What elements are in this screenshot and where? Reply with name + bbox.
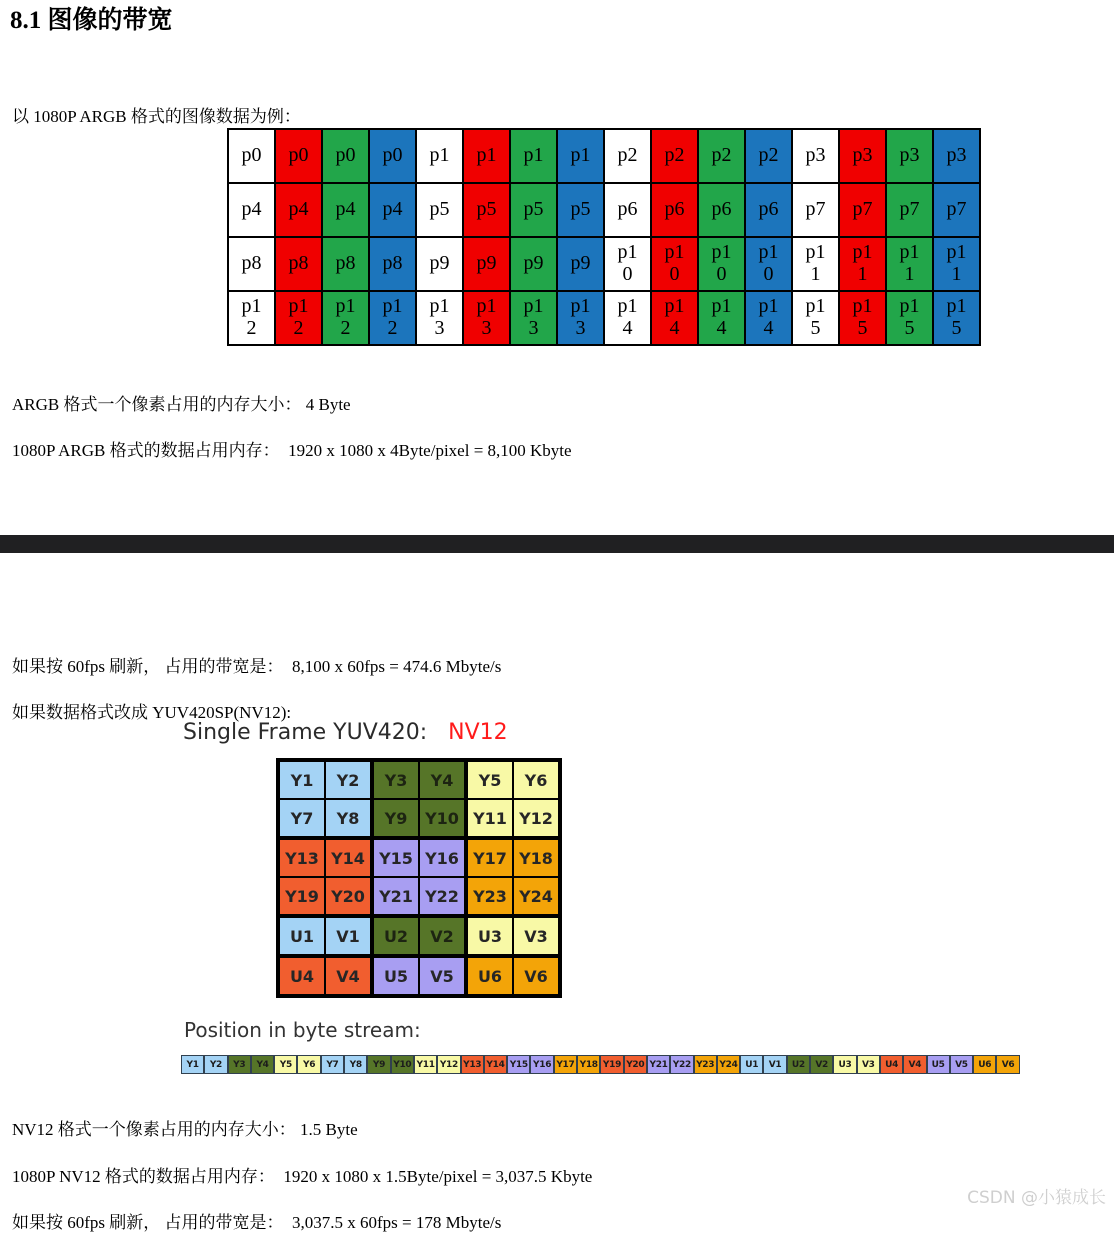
argb-pixel-cell: p3 [886, 129, 933, 183]
byte-stream-cell: Y19 [600, 1055, 623, 1074]
argb-pixel-cell: p7 [886, 183, 933, 237]
argb-pixel-cell: p2 [698, 129, 745, 183]
paragraph-nv12-bandwidth: 如果按 60fps 刷新， 占用的带宽是： 3,037.5 x 60fps = 178 Mbyte/s [12, 1213, 502, 1232]
yuv420-frame-grid [276, 758, 562, 998]
yuv-grid-cell: Y1 [278, 760, 325, 799]
argb-pixel-cell: p1 [557, 129, 604, 183]
yuv-grid-cell: Y18 [513, 838, 560, 877]
argb-pixel-cell: p1 2 [275, 291, 322, 345]
yuv-grid-cell: U1 [278, 916, 325, 956]
argb-pixel-cell: p0 [228, 129, 275, 183]
argb-pixel-cell: p1 2 [322, 291, 369, 345]
yuv-grid-cell: Y7 [278, 799, 325, 838]
yuv-grid-cell: Y12 [513, 799, 560, 838]
byte-stream-cell: V2 [810, 1055, 833, 1074]
paragraph-argb-bandwidth: 如果按 60fps 刷新， 占用的带宽是： 8,100 x 60fps = 474.6 Mbyte/s [12, 657, 502, 676]
yuv-grid-cell: Y3 [372, 760, 419, 799]
yuv-grid-cell: Y15 [372, 838, 419, 877]
argb-pixel-cell: p1 4 [698, 291, 745, 345]
byte-stream-cell: Y24 [717, 1055, 740, 1074]
yuv-grid-cell: Y22 [419, 877, 466, 916]
yuv-grid-row [278, 799, 560, 838]
argb-pixel-cell: p1 3 [510, 291, 557, 345]
byte-stream-cell: U6 [973, 1055, 996, 1074]
yuv-grid-cell: V1 [325, 916, 372, 956]
argb-pixel-cell: p1 4 [745, 291, 792, 345]
argb-pixel-cell: p6 [604, 183, 651, 237]
argb-pixel-cell: p7 [933, 183, 980, 237]
argb-pixel-cell: p8 [369, 237, 416, 291]
csdn-watermark: CSDN @小猿成长 [967, 1188, 1106, 1208]
yuv-grid-cell: V5 [419, 956, 466, 996]
argb-pixel-cell: p4 [369, 183, 416, 237]
argb-pixel-cell: p5 [510, 183, 557, 237]
yuv-grid-cell: U6 [466, 956, 513, 996]
argb-pixel-cell: p2 [745, 129, 792, 183]
yuv-grid-cell: Y14 [325, 838, 372, 877]
yuv-grid-cell: V4 [325, 956, 372, 996]
yuv-grid-cell: Y16 [419, 838, 466, 877]
argb-pixel-cell: p1 1 [839, 237, 886, 291]
yuv-grid-cell: Y5 [466, 760, 513, 799]
yuv-grid-cell: V3 [513, 916, 560, 956]
yuv-grid-cell: U5 [372, 956, 419, 996]
argb-pixel-cell: p6 [651, 183, 698, 237]
byte-stream-cell: U5 [927, 1055, 950, 1074]
byte-stream-cell: V4 [903, 1055, 926, 1074]
argb-pixel-cell: p1 0 [651, 237, 698, 291]
yuv-title-nv12-accent: NV12 [448, 720, 508, 745]
argb-pixel-cell: p4 [322, 183, 369, 237]
byte-stream-cell: Y13 [461, 1055, 484, 1074]
byte-stream-cell: Y3 [228, 1055, 251, 1074]
yuv-grid-cell: Y23 [466, 877, 513, 916]
yuv-grid-cell: Y20 [325, 877, 372, 916]
argb-pixel-cell: p5 [463, 183, 510, 237]
byte-stream-cell: Y1 [181, 1055, 204, 1074]
argb-pixel-cell: p5 [416, 183, 463, 237]
byte-stream-cell: Y10 [391, 1055, 414, 1074]
yuv-grid-row [278, 956, 560, 996]
byte-stream-cell: Y20 [624, 1055, 647, 1074]
byte-stream-cell: Y9 [367, 1055, 390, 1074]
byte-stream-cell: U3 [833, 1055, 856, 1074]
black-divider-bar [0, 535, 1114, 553]
byte-stream-cell: Y17 [554, 1055, 577, 1074]
yuv-grid-cell: Y2 [325, 760, 372, 799]
argb-pixel-cell: p1 5 [839, 291, 886, 345]
argb-pixel-cell: p0 [322, 129, 369, 183]
argb-pixel-cell: p2 [604, 129, 651, 183]
yuv-grid-cell: Y8 [325, 799, 372, 838]
argb-pixel-cell: p5 [557, 183, 604, 237]
argb-pixel-cell: p1 5 [886, 291, 933, 345]
argb-pixel-cell: p7 [792, 183, 839, 237]
byte-stream-cell: U1 [740, 1055, 763, 1074]
yuv-grid-row [278, 916, 560, 956]
yuv-grid-cell: Y24 [513, 877, 560, 916]
paragraph-argb-pixel-size: ARGB 格式一个像素占用的内存大小： 4 Byte [12, 395, 351, 414]
byte-stream-cell: Y21 [647, 1055, 670, 1074]
yuv-grid-cell: Y10 [419, 799, 466, 838]
argb-pixel-cell: p3 [792, 129, 839, 183]
yuv-grid-cell: U2 [372, 916, 419, 956]
yuv-grid-cell: Y6 [513, 760, 560, 799]
argb-pixel-cell: p9 [416, 237, 463, 291]
byte-stream-cell: Y2 [204, 1055, 227, 1074]
byte-stream-cell: V6 [996, 1055, 1019, 1074]
byte-stream-cell: Y11 [414, 1055, 437, 1074]
byte-stream-cell: V1 [763, 1055, 786, 1074]
yuv-grid-row [278, 760, 560, 799]
argb-pixel-cell: p9 [557, 237, 604, 291]
yuv-grid-cell: U3 [466, 916, 513, 956]
argb-pixel-cell: p1 0 [745, 237, 792, 291]
yuv-grid-cell: U4 [278, 956, 325, 996]
yuv-grid-cell: Y17 [466, 838, 513, 877]
argb-pixel-cell: p4 [228, 183, 275, 237]
argb-pixel-cell: p1 2 [228, 291, 275, 345]
argb-pixel-cell: p1 2 [369, 291, 416, 345]
argb-pixel-cell: p1 [416, 129, 463, 183]
argb-pixel-cell: p1 1 [792, 237, 839, 291]
argb-pixel-cell: p1 4 [604, 291, 651, 345]
paragraph-argb-intro: 以 1080P ARGB 格式的图像数据为例： [12, 107, 301, 126]
argb-table-row [228, 129, 980, 183]
yuv-grid-row [278, 838, 560, 877]
yuv-grid-cell: V6 [513, 956, 560, 996]
byte-stream-strip [181, 1055, 1020, 1074]
argb-pixel-cell: p1 3 [463, 291, 510, 345]
yuv-diagram-title [183, 720, 508, 745]
byte-stream-cell: Y15 [507, 1055, 530, 1074]
byte-stream-cell: Y5 [274, 1055, 297, 1074]
yuv-title-text: Single Frame YUV420: [183, 720, 435, 745]
argb-table-row [228, 237, 980, 291]
byte-stream-cell: Y16 [530, 1055, 553, 1074]
argb-pixel-cell: p1 [463, 129, 510, 183]
yuv-grid-cell: Y9 [372, 799, 419, 838]
argb-pixel-cell: p3 [933, 129, 980, 183]
byte-stream-cell: Y22 [670, 1055, 693, 1074]
byte-stream-cell: V3 [857, 1055, 880, 1074]
argb-pixel-cell: p3 [839, 129, 886, 183]
argb-pixel-cell: p1 0 [698, 237, 745, 291]
argb-table-row [228, 291, 980, 345]
argb-pixel-cell: p1 3 [416, 291, 463, 345]
argb-pixel-cell: p1 5 [933, 291, 980, 345]
argb-pixel-cell: p9 [510, 237, 557, 291]
argb-pixel-cell: p8 [228, 237, 275, 291]
argb-pixel-cell: p2 [651, 129, 698, 183]
byte-stream-cell: V5 [950, 1055, 973, 1074]
argb-pixel-cell: p1 1 [886, 237, 933, 291]
yuv-grid-row [278, 877, 560, 916]
argb-pixel-cell: p8 [275, 237, 322, 291]
yuv-grid-cell: Y11 [466, 799, 513, 838]
byte-stream-cell: Y7 [321, 1055, 344, 1074]
argb-pixel-cell: p6 [698, 183, 745, 237]
byte-stream-cell: Y18 [577, 1055, 600, 1074]
argb-pixel-table [227, 128, 981, 346]
byte-stream-cell: Y14 [484, 1055, 507, 1074]
argb-pixel-cell: p1 5 [792, 291, 839, 345]
yuv-grid-cell: Y4 [419, 760, 466, 799]
byte-stream-cell: Y4 [251, 1055, 274, 1074]
paragraph-nv12-memory: 1080P NV12 格式的数据占用内存： 1920 x 1080 x 1.5Byte/pixel = 3,037.5 Kbyte [12, 1167, 593, 1186]
argb-pixel-cell: p6 [745, 183, 792, 237]
byte-stream-cell: U2 [787, 1055, 810, 1074]
argb-pixel-cell: p8 [322, 237, 369, 291]
argb-table-row [228, 183, 980, 237]
argb-pixel-cell: p1 3 [557, 291, 604, 345]
byte-stream-cell: U4 [880, 1055, 903, 1074]
argb-pixel-cell: p7 [839, 183, 886, 237]
byte-stream-cell: Y6 [297, 1055, 320, 1074]
argb-pixel-cell: p1 [510, 129, 557, 183]
argb-pixel-cell: p0 [369, 129, 416, 183]
paragraph-nv12-intro: 如果数据格式改成 YUV420SP(NV12): [12, 703, 292, 722]
yuv-grid-cell: V2 [419, 916, 466, 956]
byte-stream-cell: Y23 [694, 1055, 717, 1074]
yuv-grid-cell: Y21 [372, 877, 419, 916]
byte-stream-cell: Y12 [437, 1055, 460, 1074]
argb-pixel-cell: p4 [275, 183, 322, 237]
section-heading: 8.1 图像的带宽 [10, 7, 173, 34]
paragraph-argb-memory: 1080P ARGB 格式的数据占用内存： 1920 x 1080 x 4Byte/pixel = 8,100 Kbyte [12, 441, 572, 460]
byte-stream-label: Position in byte stream: [184, 1018, 421, 1042]
yuv-grid-cell: Y13 [278, 838, 325, 877]
argb-pixel-cell: p1 4 [651, 291, 698, 345]
argb-pixel-cell: p1 0 [604, 237, 651, 291]
argb-pixel-cell: p1 1 [933, 237, 980, 291]
argb-pixel-cell: p9 [463, 237, 510, 291]
yuv-grid-cell: Y19 [278, 877, 325, 916]
byte-stream-cell: Y8 [344, 1055, 367, 1074]
paragraph-nv12-pixel-size: NV12 格式一个像素占用的内存大小： 1.5 Byte [12, 1120, 358, 1139]
argb-pixel-cell: p0 [275, 129, 322, 183]
